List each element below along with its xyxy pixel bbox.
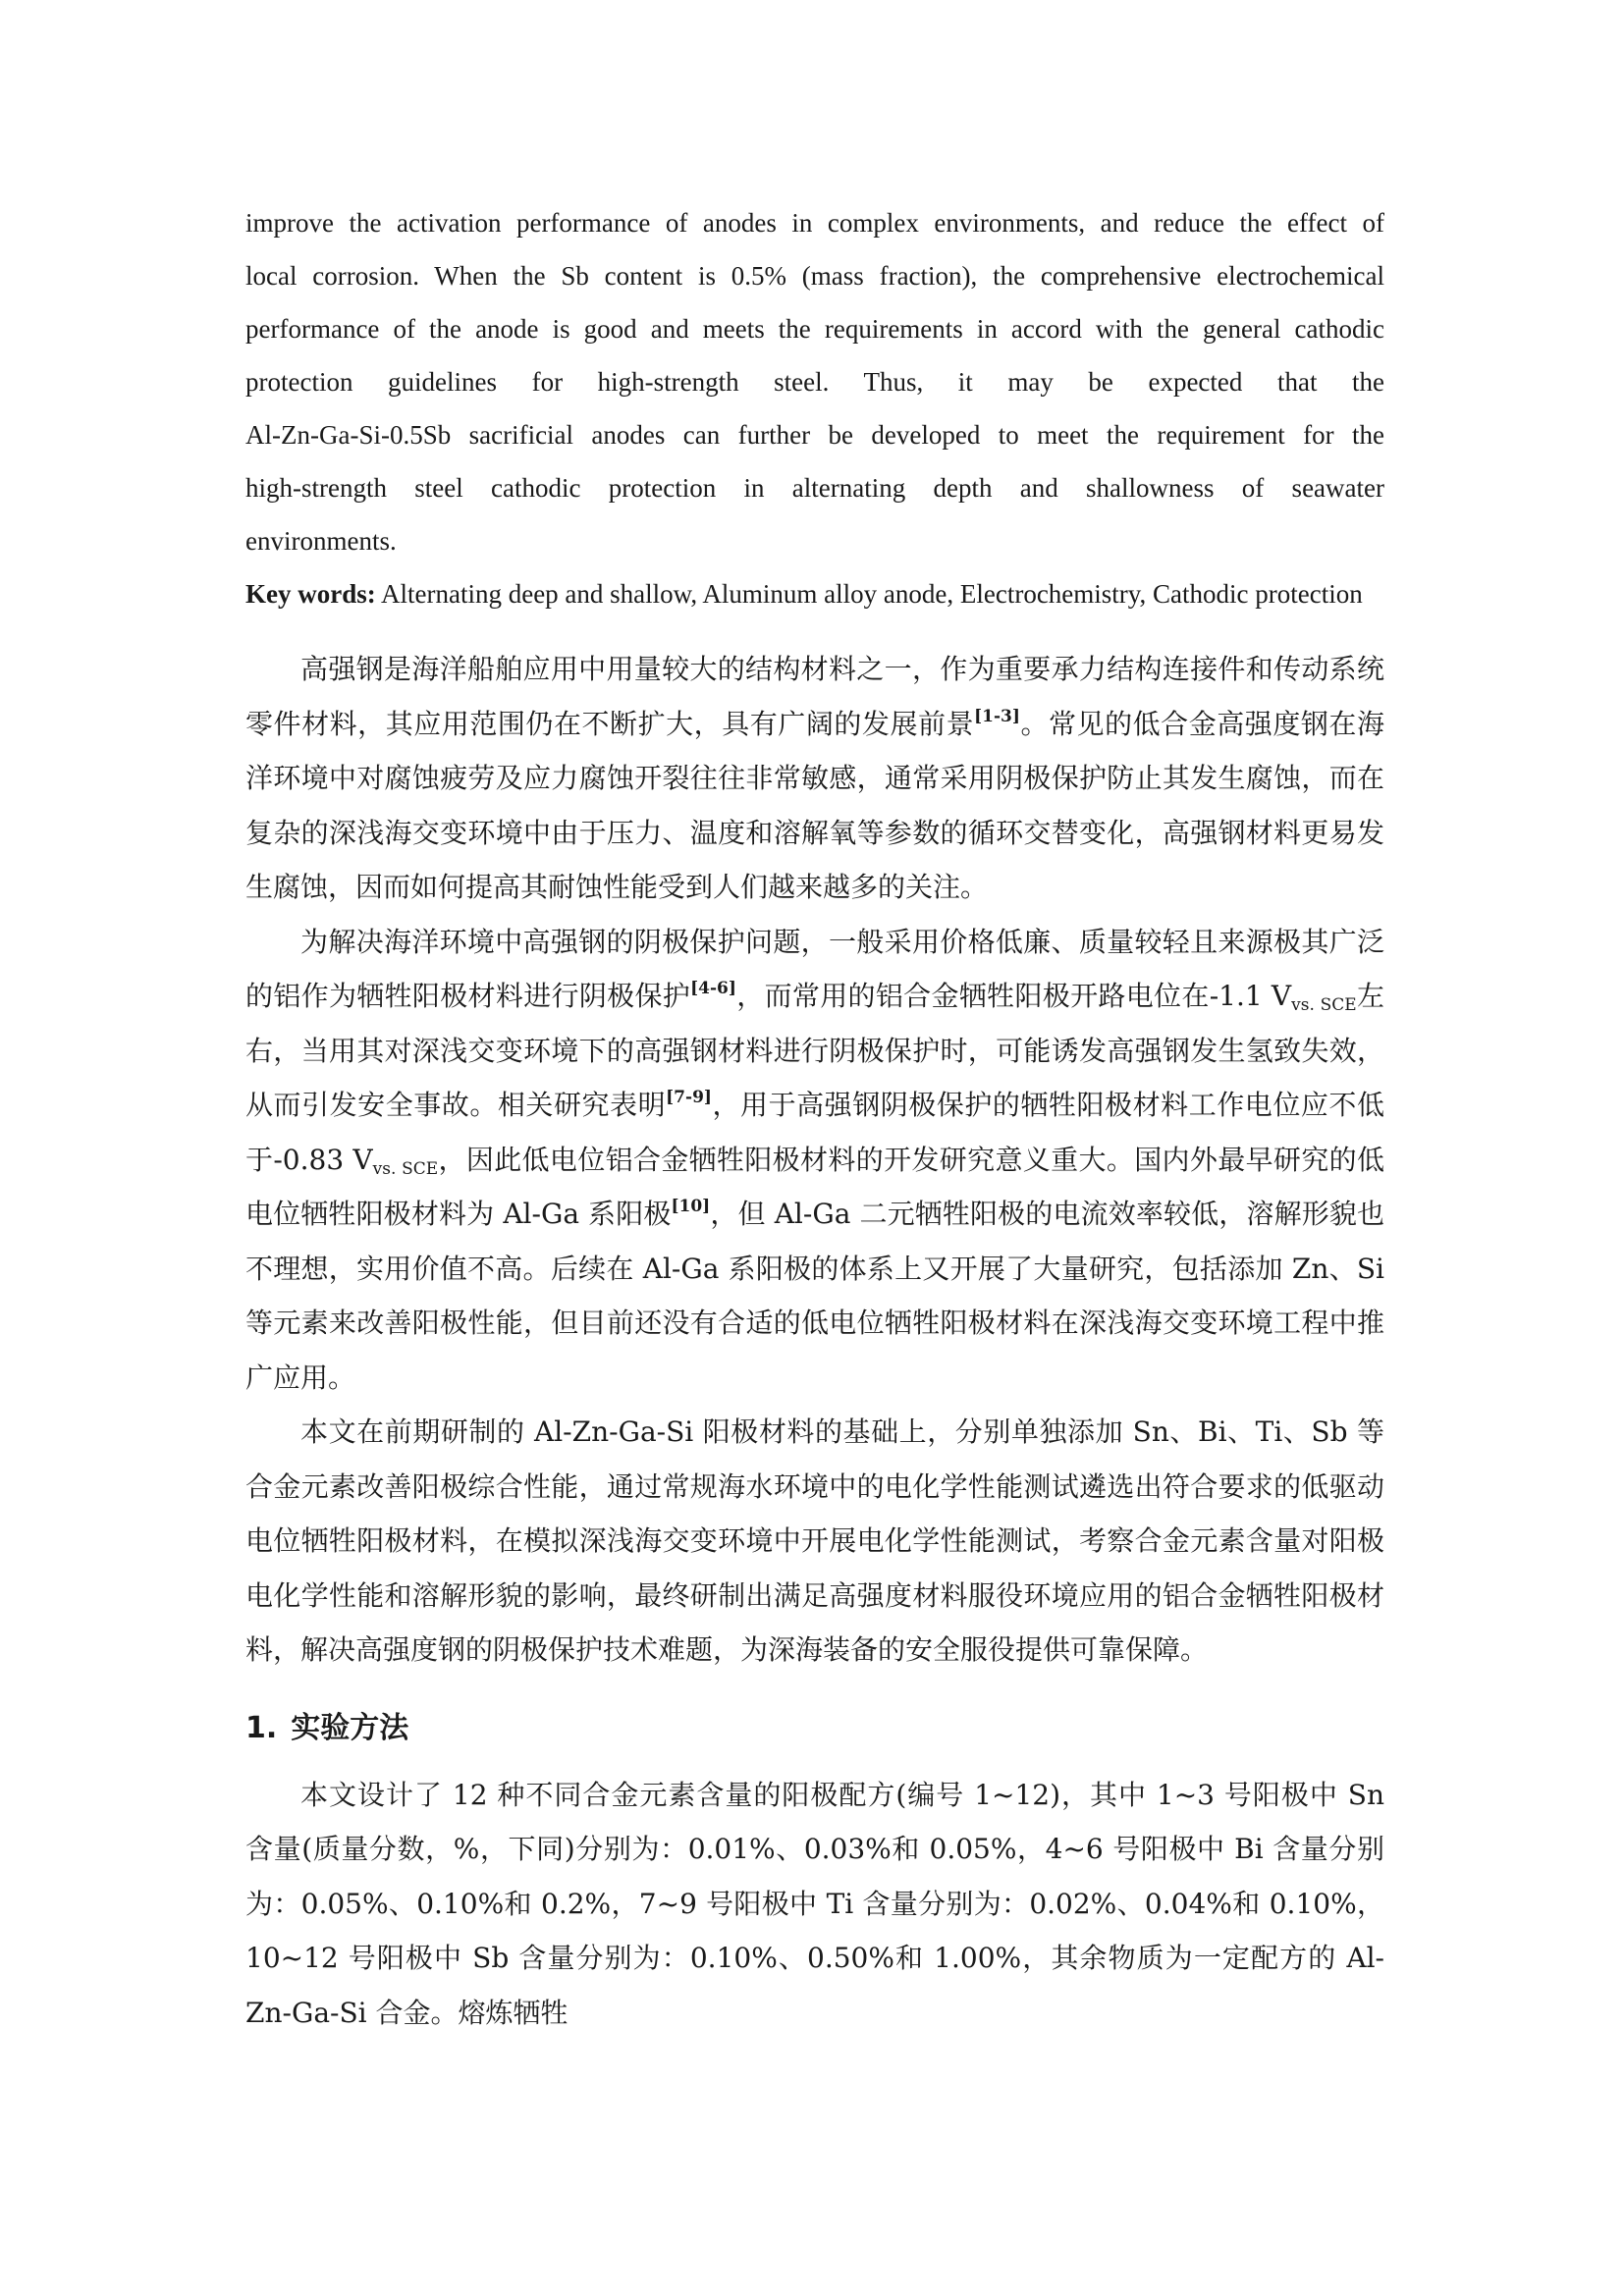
intro-p1-text-b: 。常见的低合金高强度钢在海洋环境中对腐蚀疲劳及应力腐蚀开裂往往非常敏感，通常采用阴极保护防止其发生腐蚀，而在复杂的深浅海交变环境中由于压力、温度和溶解氧等参数的循环交替变化，高强钢材料更易发生腐蚀，因而如何提高其耐蚀性能受到人们越来越多的关注。 bbox=[245, 707, 1384, 903]
citation-ref: [7-9] bbox=[666, 1088, 712, 1107]
abstract-line: protection guidelines for high-strength steel. Thus, it may be expected that the bbox=[245, 367, 1384, 397]
citation-ref: [4-6] bbox=[690, 979, 736, 998]
reference-electrode-subscript: vs. SCE bbox=[1291, 995, 1357, 1015]
section-1-paragraph: 本文设计了 12 种不同合金元素含量的阳极配方(编号 1~12)，其中 1~3 号阳极中 Sn 含量(质量分数，%，下同)分别为：0.01%、0.03%和 0.05%，4~6 号阳极中 Bi 含量分别为：0.05%、0.10%和 0.2%，7~9 号阳极中 Ti 含量分别为：0.02%、0.04%和 0.10%，10~12 号阳极中 Sb 含量分别为：0.10%、0.50%和 1.00%，其余物质为一定配方的 Al-Zn-Ga-Si 合金。熔炼牺牲 bbox=[245, 1778, 1384, 2029]
intro-paragraph-1 bbox=[245, 642, 1384, 915]
intro-p2-text-a: 为解决海洋环境中高强钢的阴极保护问题，一般采用价格低廉、质量较轻且来源极其广泛的铝作为牺牲阳极材料进行阴极保护 bbox=[245, 925, 1384, 1012]
intro-p1-text-a: 高强钢是海洋船舶应用中用量较大的结构材料之一，作为重要承力结构连接件和传动系统零件材料，其应用范围仍在不断扩大，具有广阔的发展前景 bbox=[245, 653, 1384, 740]
section-title: 实验方法 bbox=[291, 1710, 409, 1745]
page-content bbox=[245, 196, 1384, 2040]
keywords-text: Alternating deep and shallow, Aluminum alloy anode, Electrochemistry, Cathodic protection bbox=[381, 579, 1363, 609]
abstract-line: high-strength steel cathodic protection in alternating depth and shallowness of seawater bbox=[245, 473, 1384, 503]
citation-ref: [1-3] bbox=[974, 706, 1020, 726]
citation-ref: [10] bbox=[671, 1197, 711, 1216]
keywords-label: Key words: bbox=[245, 579, 376, 609]
abstract-continued bbox=[245, 196, 1384, 567]
abstract-line: Al-Zn-Ga-Si-0.5Sb sacrificial anodes can further be developed to meet the requirement for the bbox=[245, 420, 1384, 450]
reference-electrode-subscript: vs. SCE bbox=[372, 1158, 439, 1179]
intro-p2-text-b: ，而常用的铝合金牺牲阳极开路电位在-1.1 V bbox=[735, 980, 1292, 1012]
abstract-line: environments. bbox=[245, 526, 397, 556]
intro-p2-text-c: 左右，当用其对深浅交变环境下的高强钢材料进行阴极保护时，可能诱发高强钢发生氢致失效，从而引发安全事故。相关研究表明 bbox=[245, 980, 1384, 1121]
section-number: 1. bbox=[245, 1710, 278, 1745]
intro-paragraph-3: 本文在前期研制的 Al-Zn-Ga-Si 阳极材料的基础上，分别单独添加 Sn、Bi、Ti、Sb 等合金元素改善阳极综合性能，通过常规海水环境中的电化学性能测试遴选出符合要求的低驱动电位牺牲阳极材料，在模拟深浅海交变环境中开展电化学性能测试，考察合金元素含量对阳极电化学性能和溶解形貌的影响，最终研制出满足高强度材料服役环境应用的铝合金牺牲阳极材料，解决高强度钢的阴极保护技术难题，为深海装备的安全服役提供可靠保障。 bbox=[245, 1415, 1384, 1666]
abstract-line: performance of the anode is good and meets the requirements in accord with the general cathodic bbox=[245, 314, 1384, 344]
intro-paragraph-2 bbox=[245, 915, 1384, 1406]
intro-p2-text-f: ，但 Al-Ga 二元牺牲阳极的电流效率较低，溶解形貌也不理想，实用价值不高。后续在 Al-Ga 系阳极的体系上又开展了大量研究，包括添加 Zn、Si 等元素来改善阳极性能，但目前还没有合适的低电位牺牲阳极材料在深浅海交变环境工程中推广应用。 bbox=[245, 1198, 1384, 1394]
abstract-line: local corrosion. When the Sb content is 0.5% (mass fraction), the comprehensive electrochemical bbox=[245, 261, 1384, 291]
section-heading bbox=[245, 1707, 1384, 1750]
intro-p2-text-e: ，因此低电位铝合金牺牲阳极材料的开发研究意义重大。国内外最早研究的低电位牺牲阳极材料为 Al-Ga 系阳极 bbox=[245, 1143, 1384, 1230]
intro-p2-text-d: ，用于高强钢阴极保护的牺牲阳极材料工作电位应不低于-0.83 V bbox=[245, 1089, 1384, 1176]
abstract-line: improve the activation performance of anodes in complex environments, and reduce the effect of bbox=[245, 208, 1384, 238]
keywords bbox=[245, 567, 1384, 620]
